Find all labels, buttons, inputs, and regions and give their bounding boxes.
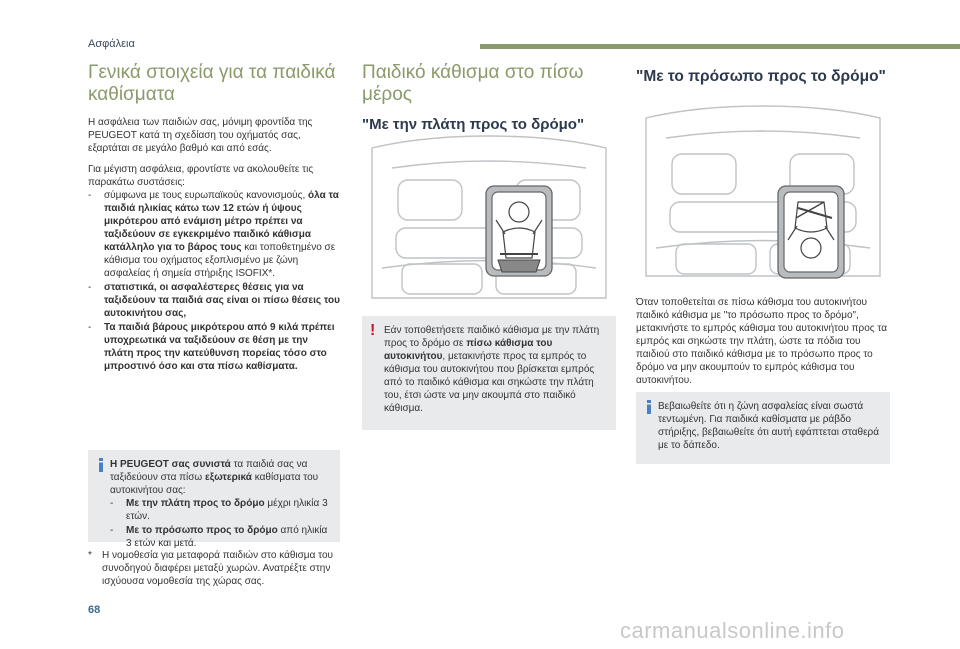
- warning-box-rear-seat: [362, 316, 616, 430]
- section-bar: [480, 44, 960, 49]
- info-icon: [644, 400, 654, 414]
- info-text-belt: Βεβαιωθείτε ότι η ζώνη ασφαλείας είναι σωστά τεντωμένη. Για παιδικά καθίσματα με ράβδο στήριξης, βεβαιωθείτε ότι αυτή εφάπτεται σταθερά με το δάπεδο.: [658, 401, 879, 451]
- paragraph-forward: Όταν τοποθετείται σε πίσω κάθισμα του αυτοκινήτου παιδικό κάθισμα με "το πρόσωπο προς το δρόμο", μετακινήστε το εμπρός κάθισμα του αυτοκινήτου προς τα εμπρός και σηκώστε την πλάτη, ώστε τα πόδια του παιδιού στο παιδικό κάθισμα με το πρόσωπο προς το δρόμο να μην ακουμπούν το εμπρός κάθισμα του αυτοκινήτου.: [636, 297, 887, 386]
- info-text: Η PEUGEOT σας συνιστά τα παιδιά σας να ταξιδεύουν στα πίσω εξωτερικά καθίσματα του αυτοκινήτου σας:: [110, 459, 319, 496]
- subtitle-rearward: "Με την πλάτη προς το δρόμο": [362, 116, 585, 133]
- list-item: - Με το πρόσωπο προς το δρόμο από ηλικία 3 ετών και μετά.: [110, 524, 330, 550]
- forward-text: [636, 296, 890, 395]
- section-title-rear-seat: Παιδικό κάθισμα στο πίσω μέρος: [362, 62, 584, 105]
- warning-icon: !: [370, 322, 376, 339]
- list-item: - σύμφωνα με τους ευρωπαϊκούς κανονισμούς, όλα τα παιδιά ηλικίας κάτω των 12 ετών ή ύψους μικρότερου από ενάμιση μέτρο πρέπει να ταξιδεύουν σε εγκεκριμένο παιδικό κάθισμα κατάλληλο για το βάρος τους και τοποθετημένο σε κάθισμα του οχήματος εξοπλισμένο με ζώνη ασφαλείας ή σημεία στήριξης ISOFIX*.: [88, 189, 340, 280]
- list-item: - Με την πλάτη προς το δρόμο μέχρι ηλικία 3 ετών.: [110, 497, 330, 523]
- watermark: carmanualsonline.info: [620, 618, 845, 643]
- column-general: [88, 62, 340, 381]
- recommendations-list: [88, 189, 340, 373]
- info-box-peugeot: [88, 450, 340, 549]
- warning-text: Εάν τοποθετήσετε παιδικό κάθισμα με την πλάτη προς το δρόμο σε πίσω κάθισμα του αυτοκινήτου, μετακινήστε προς τα εμπρός το κάθισμα του αυτοκινήτου που βρίσκεται εμπρός από το παιδικό κάθισμα και σηκώστε την πλάτη του, έτσι ώστε να μην ακουμπά στο παιδικό κάθισμα.: [384, 325, 600, 414]
- list-item: - Τα παιδιά βάρους μικρότερου από 9 κιλά πρέπει υποχρεωτικά να ταξιδεύουν σε θέση με την πλάτη προς την κατεύθυνση πορείας τόσο στο μπροστινό όσο και στα πίσω καθίσματα.: [88, 321, 340, 373]
- section-label: Ασφάλεια: [88, 38, 135, 50]
- paragraph-intro: Η ασφάλεια των παιδιών σας, μόνιμη φροντίδα της PEUGEOT κατά τη σχεδίαση του οχήματός σας, εξαρτάται σε μεγάλο βαθμό και από εσάς.: [88, 117, 313, 154]
- footnote: * Η νομοθεσία για μεταφορά παιδιών στο κάθισμα του συνοδηγού διαφέρει μεταξύ χωρών. Ανατρέξτε στην ισχύουσα νομοθεσία της χώρας σας.: [88, 550, 333, 587]
- page-number: 68: [88, 604, 101, 616]
- rear-facing-seat-illustration: [362, 128, 616, 308]
- list-item: - στατιστικά, οι ασφαλέστερες θέσεις για να ταξιδεύουν τα παιδιά σας είναι οι πίσω θέσεις του αυτοκινήτου σας,: [88, 281, 340, 320]
- forward-facing-seat-illustration: [636, 98, 890, 286]
- section-title-general: Γενικά στοιχεία για τα παιδικά καθίσματα: [88, 62, 336, 105]
- info-box-belt: [636, 392, 890, 464]
- column-forward-facing: [636, 68, 890, 94]
- info-list: [110, 497, 330, 550]
- info-icon: [96, 458, 106, 472]
- subtitle-forward: "Με το πρόσωπο προς το δρόμο": [636, 68, 886, 85]
- paragraph-recommendations: Για μέγιστη ασφάλεια, φροντίστε να ακολουθείτε τις παρακάτω συστάσεις:: [88, 164, 314, 188]
